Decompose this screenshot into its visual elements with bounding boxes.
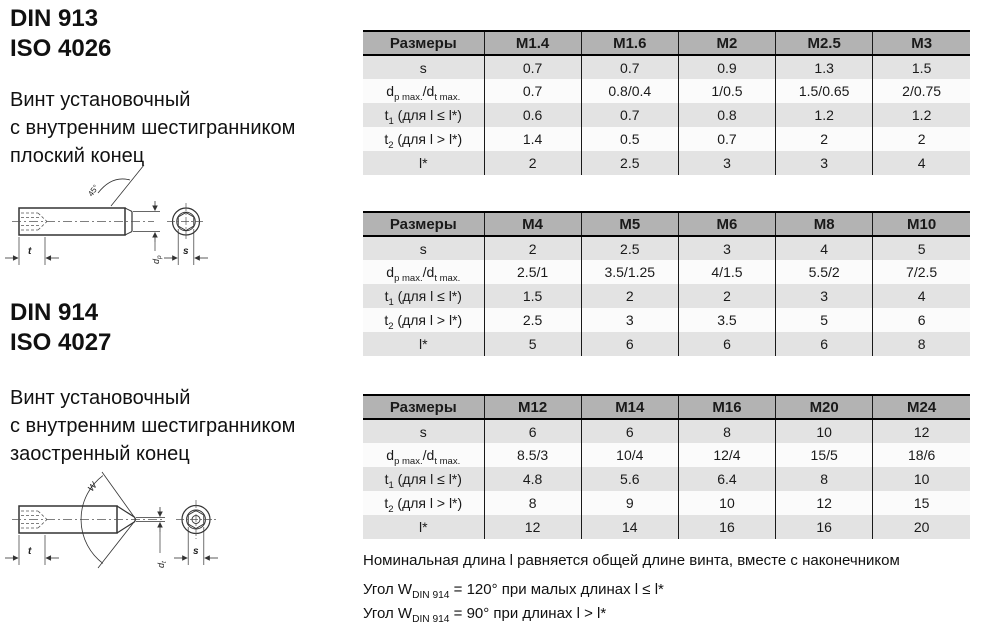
- cell-value: 10: [678, 491, 775, 515]
- row-label: $t_2$ (для l > l*): [363, 308, 484, 332]
- cell-value: 0.7: [484, 79, 581, 103]
- cell-value: 3: [776, 151, 873, 175]
- table-row: [363, 284, 970, 308]
- row-label: $t_1$ (для l ≤ l*): [363, 284, 484, 308]
- size-column-header: M24: [873, 395, 970, 419]
- row-label-header: Размеры: [363, 31, 484, 55]
- table-row: [363, 491, 970, 515]
- end-view: [167, 203, 205, 240]
- size-column-header: M1.6: [581, 31, 678, 55]
- table-row: [363, 55, 970, 79]
- size-column-header: M16: [678, 395, 775, 419]
- note-angle-90: Угол $W_{DIN 914} = 90^\circ$ при длинах l > l*: [363, 605, 607, 625]
- cell-value: 0.9: [678, 55, 775, 79]
- row-label: $t_1$ (для l ≤ l*): [363, 103, 484, 127]
- note-nominal-length: Номинальная длина l равняется общей длине винта, вместе с наконечником: [363, 552, 900, 569]
- cell-value: 0.7: [678, 127, 775, 151]
- cell-value: 8.5/3: [484, 443, 581, 467]
- cone-angle-annotation: [81, 472, 136, 568]
- size-column-header: M2.5: [776, 31, 873, 55]
- cell-value: 3: [581, 308, 678, 332]
- dimension-dt: [136, 507, 168, 568]
- dimension-t-label: t: [28, 246, 32, 257]
- cell-value: 6: [484, 419, 581, 443]
- dimension-s-label: s: [183, 246, 189, 257]
- row-label: s: [363, 419, 484, 443]
- cell-value: 5: [776, 308, 873, 332]
- cell-value: 2: [678, 284, 775, 308]
- size-column-header: M20: [776, 395, 873, 419]
- size-column-header: M4: [484, 212, 581, 236]
- cell-value: 0.7: [581, 55, 678, 79]
- cell-value: 6: [581, 419, 678, 443]
- row-label: l*: [363, 332, 484, 356]
- cell-value: 8: [484, 491, 581, 515]
- cell-value: 0.5: [581, 127, 678, 151]
- cell-value: 2: [776, 127, 873, 151]
- dimension-dt-label: d: [156, 562, 166, 568]
- cell-value: 2: [581, 284, 678, 308]
- row-label: $t_2$ (для l > l*): [363, 491, 484, 515]
- cell-value: 5: [873, 236, 970, 260]
- cell-value: 10: [776, 419, 873, 443]
- cell-value: 1.2: [776, 103, 873, 127]
- cell-value: 1.4: [484, 127, 581, 151]
- size-column-header: M8: [776, 212, 873, 236]
- flat-point-screw-diagram: [2, 163, 237, 283]
- cell-value: 0.7: [581, 103, 678, 127]
- row-label: l*: [363, 151, 484, 175]
- dimension-s-label: s: [193, 546, 199, 557]
- size-column-header: M5: [581, 212, 678, 236]
- dimension-t: [5, 535, 59, 565]
- cell-value: 6: [873, 308, 970, 332]
- cell-value: 4: [873, 284, 970, 308]
- cell-value: 0.6: [484, 103, 581, 127]
- size-column-header: M3: [873, 31, 970, 55]
- cell-value: 7/2.5: [873, 260, 970, 284]
- standard-codes-din913: [10, 4, 111, 64]
- description-line: с внутренним шестигранником: [10, 117, 296, 139]
- cell-value: 2.5: [581, 151, 678, 175]
- row-label: $d_{p max.}/d_{t max.}$: [363, 260, 484, 284]
- cell-value: 0.8: [678, 103, 775, 127]
- chamfer-angle-annotation: [86, 165, 144, 206]
- cell-value: 3.5/1.25: [581, 260, 678, 284]
- row-label-header: Размеры: [363, 212, 484, 236]
- cell-value: 4/1.5: [678, 260, 775, 284]
- cell-value: 5.6: [581, 467, 678, 491]
- svg-text:dt: [156, 560, 168, 568]
- table-row: [363, 260, 970, 284]
- cell-value: 6: [678, 332, 775, 356]
- cell-value: 2: [873, 127, 970, 151]
- svg-text:dp: [151, 255, 163, 264]
- note-angle-120: Угол $W_{DIN 914} = 120^\circ$ при малых длинах l ≤ l*: [363, 581, 664, 601]
- cell-value: 12/4: [678, 443, 775, 467]
- cell-value: 16: [678, 515, 775, 539]
- cell-value: 2: [484, 236, 581, 260]
- cell-value: 3: [678, 151, 775, 175]
- row-label: $t_1$ (для l ≤ l*): [363, 467, 484, 491]
- cell-value: 10/4: [581, 443, 678, 467]
- row-label: $d_{p max.}/d_{t max.}$: [363, 79, 484, 103]
- cell-value: 1.2: [873, 103, 970, 127]
- cell-value: 2.5: [581, 236, 678, 260]
- cell-value: 1.5: [873, 55, 970, 79]
- cell-value: 15/5: [776, 443, 873, 467]
- table-row: [363, 127, 970, 151]
- dimension-dt-sub: t: [161, 561, 168, 563]
- table-row: [363, 308, 970, 332]
- row-label-header: Размеры: [363, 395, 484, 419]
- cell-value: 0.8/0.4: [581, 79, 678, 103]
- product-description-1: [10, 86, 295, 170]
- table-row: [363, 419, 970, 443]
- cell-value: 1.5/0.65: [776, 79, 873, 103]
- cell-value: 4: [873, 151, 970, 175]
- standard-codes-din914: [10, 298, 111, 358]
- standard-code-line: DIN 913: [10, 5, 99, 32]
- dimensions-table-m12-to-m24: [363, 394, 970, 539]
- standard-code-line: ISO 4027: [10, 329, 112, 356]
- dimension-t: [5, 237, 59, 265]
- cell-value: 8: [776, 467, 873, 491]
- cell-value: 3.5: [678, 308, 775, 332]
- cone-angle-label: W: [85, 480, 99, 494]
- cell-value: 3: [678, 236, 775, 260]
- cell-value: 6: [581, 332, 678, 356]
- cell-value: 5.5/2: [776, 260, 873, 284]
- size-column-header: M12: [484, 395, 581, 419]
- dimension-dp-sub: p: [156, 255, 163, 259]
- cell-value: 4: [776, 236, 873, 260]
- description-line: заостренный конец: [10, 443, 190, 465]
- row-label: s: [363, 236, 484, 260]
- description-line: с внутренним шестигранником: [10, 415, 296, 437]
- cell-value: 5: [484, 332, 581, 356]
- end-view: [176, 500, 216, 539]
- cell-value: 4.8: [484, 467, 581, 491]
- description-line: Винт установочный: [10, 387, 191, 409]
- dimensions-table-m4-to-m10: [363, 211, 970, 356]
- cell-value: 6: [776, 332, 873, 356]
- size-column-header: M1.4: [484, 31, 581, 55]
- dimension-dp: [133, 201, 163, 264]
- row-label: $d_{p max.}/d_{t max.}$: [363, 443, 484, 467]
- table-row: [363, 236, 970, 260]
- table-row: [363, 151, 970, 175]
- table-row: [363, 443, 970, 467]
- size-column-header: M10: [873, 212, 970, 236]
- cell-value: 2/0.75: [873, 79, 970, 103]
- cell-value: 3: [776, 284, 873, 308]
- size-column-header: M6: [678, 212, 775, 236]
- table-row: [363, 332, 970, 356]
- row-label: $t_2$ (для l > l*): [363, 127, 484, 151]
- cell-value: 12: [873, 419, 970, 443]
- cell-value: 1/0.5: [678, 79, 775, 103]
- cell-value: 16: [776, 515, 873, 539]
- table-row: [363, 515, 970, 539]
- cell-value: 12: [776, 491, 873, 515]
- cell-value: 8: [678, 419, 775, 443]
- row-label: s: [363, 55, 484, 79]
- dimensions-table-m1-4-to-m3: [363, 30, 970, 175]
- table-row: [363, 79, 970, 103]
- standard-code-line: ISO 4026: [10, 35, 112, 62]
- cell-value: 6.4: [678, 467, 775, 491]
- cell-value: 8: [873, 332, 970, 356]
- cell-value: 20: [873, 515, 970, 539]
- cell-value: 0.7: [484, 55, 581, 79]
- dimension-dp-label: d: [151, 258, 161, 264]
- cell-value: 2: [484, 151, 581, 175]
- table-row: [363, 467, 970, 491]
- table-row: [363, 103, 970, 127]
- size-column-header: M14: [581, 395, 678, 419]
- dimension-t-label: t: [28, 546, 32, 557]
- cell-value: 18/6: [873, 443, 970, 467]
- cell-value: 14: [581, 515, 678, 539]
- description-line: плоский конец: [10, 145, 145, 167]
- cell-value: 12: [484, 515, 581, 539]
- cone-point-screw-diagram: [2, 468, 247, 603]
- product-description-2: [10, 384, 295, 468]
- cell-value: 2.5: [484, 308, 581, 332]
- cell-value: 1.5: [484, 284, 581, 308]
- row-label: l*: [363, 515, 484, 539]
- cell-value: 1.3: [776, 55, 873, 79]
- cell-value: 9: [581, 491, 678, 515]
- size-column-header: M2: [678, 31, 775, 55]
- description-line: Винт установочный: [10, 89, 191, 111]
- chamfer-angle-label: 45°: [86, 183, 101, 199]
- cell-value: 10: [873, 467, 970, 491]
- standard-code-line: DIN 914: [10, 299, 99, 326]
- cell-value: 2.5/1: [484, 260, 581, 284]
- cell-value: 15: [873, 491, 970, 515]
